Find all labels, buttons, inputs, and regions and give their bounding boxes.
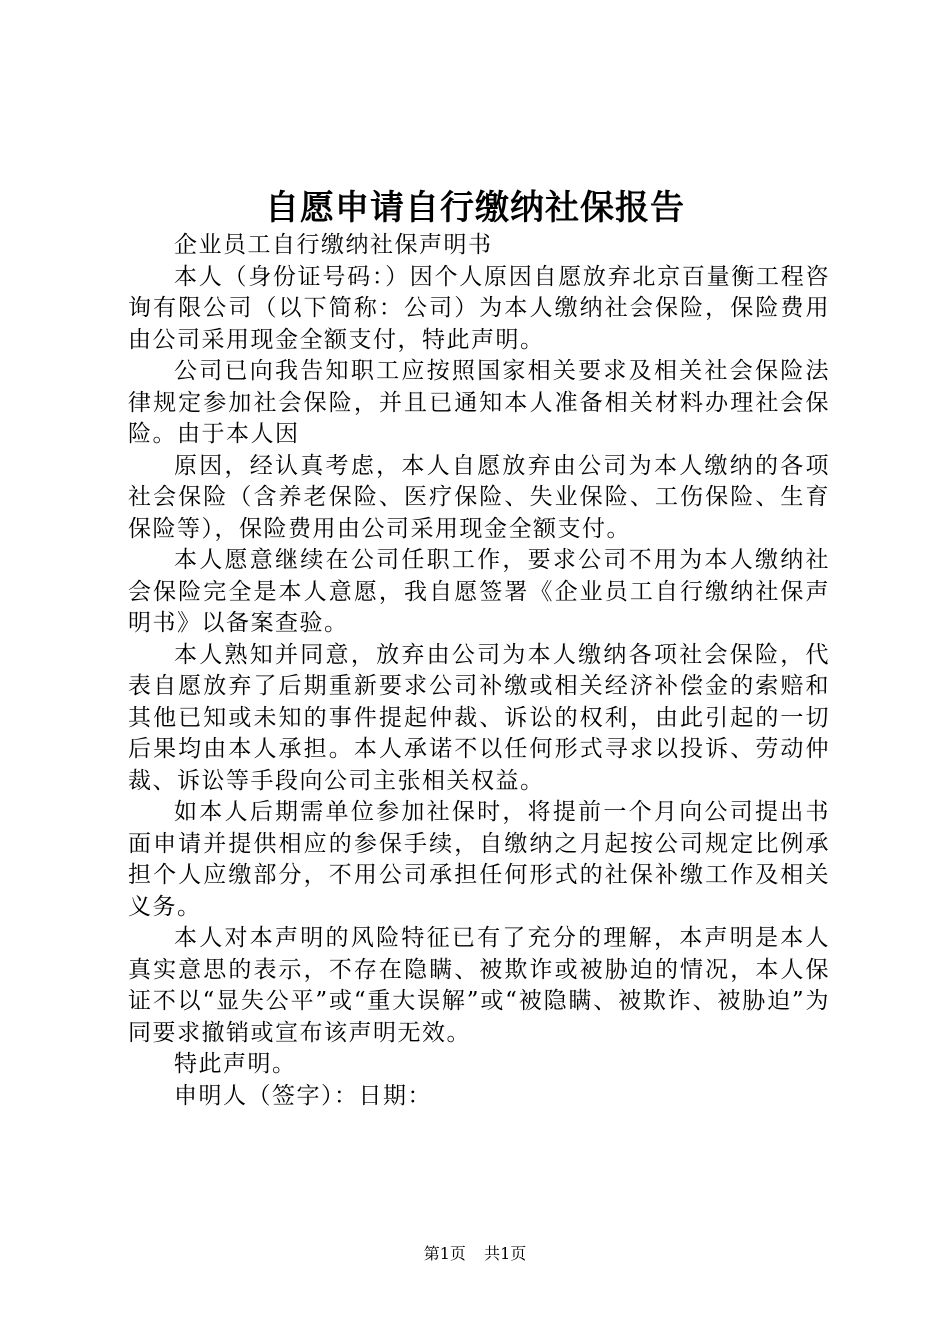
- paragraph-declaration: 本人（身份证号码：）因个人原因自愿放弃北京百量衡工程咨询有限公司（以下简称：公司）为本人缴纳社会保险，保险费用由公司采用现金全额支付，特此声明。: [128, 263, 830, 353]
- page-number: 第1页: [423, 1244, 466, 1263]
- paragraph-waiver: 本人熟知并同意，放弃由公司为本人缴纳各项社会保险，代表自愿放弃了后期重新要求公司补缴或相关经济补偿金的索赔和其他已知或未知的事件提起仲裁、诉讼的权利，由此引起的一切后果均由本人承担。本人承诺不以任何形式寻求以投诉、劳动仲裁、诉讼等手段向公司主张相关权益。: [128, 641, 830, 794]
- page-footer: [0, 1242, 950, 1266]
- paragraph-closing: 特此声明。: [174, 1051, 297, 1077]
- paragraph-understanding: 本人对本声明的风险特征已有了充分的理解，本声明是本人真实意思的表示，不存在隐瞒、被欺诈或被胁迫的情况，本人保证不以“显失公平”或“重大误解”或“被隐瞒、被欺诈、被胁迫”为同要求撤销或宣布该声明无效。: [128, 925, 830, 1046]
- signature-line: 申明人（签字）：日期：: [174, 1082, 432, 1109]
- paragraph-reason: 原因，经认真考虑，本人自愿放弃由公司为本人缴纳的各项社会保险（含养老保险、医疗保险、失业保险、工伤保险、生育保险等），保险费用由公司采用现金全额支付。: [128, 452, 830, 542]
- document-body: [128, 230, 830, 1112]
- page-title: 自愿申请自行缴纳社保报告: [265, 188, 685, 228]
- paragraph-willingness: 本人愿意继续在公司任职工作，要求公司不用为本人缴纳社会保险完全是本人意愿，我自愿签署《企业员工自行缴纳社保声明书》以备案查验。: [128, 547, 830, 636]
- page-total: 共1页: [484, 1244, 527, 1263]
- paragraph-future: 如本人后期需单位参加社保时，将提前一个月向公司提出书面申请并提供相应的参保手续，自缴纳之月起按公司规定比例承担个人应缴部分，不用公司承担任何形式的社保补缴工作及相关义务。: [128, 799, 830, 920]
- paragraph-heading: 企业员工自行缴纳社保声明书: [174, 232, 493, 258]
- paragraph-notice: 公司已向我告知职工应按照国家相关要求及相关社会保险法律规定参加社会保险，并且已通知本人准备相关材料办理社会保险。由于本人因: [128, 358, 830, 447]
